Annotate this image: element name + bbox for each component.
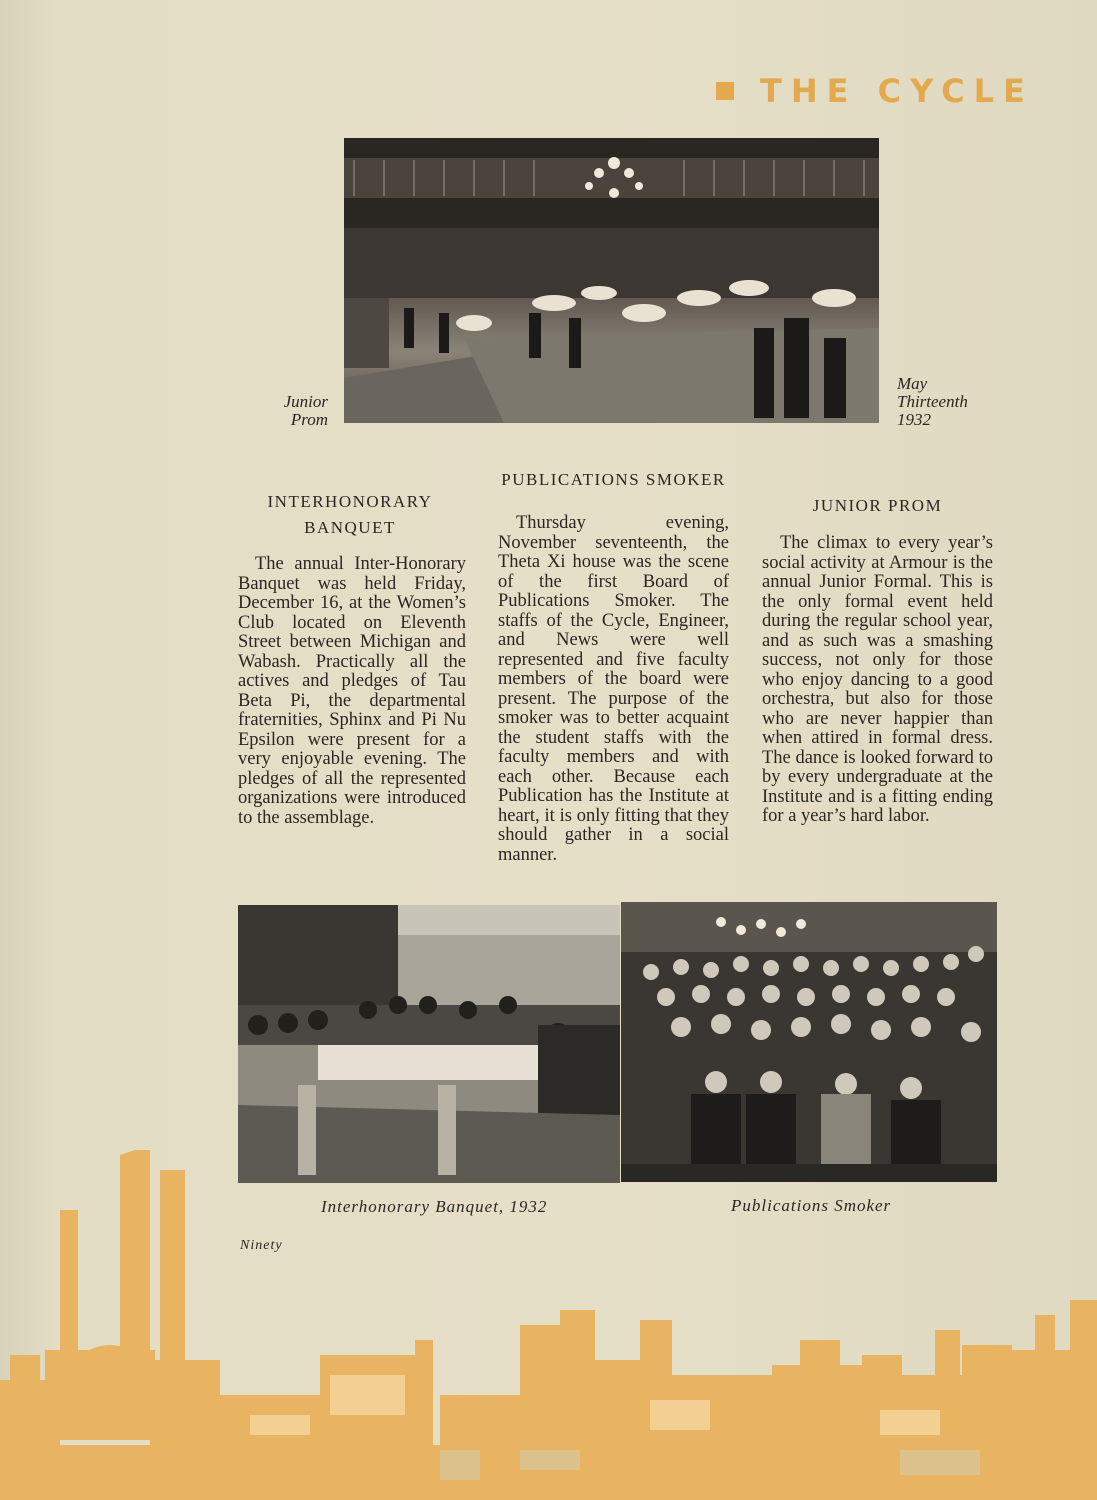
banquet-photo-illustration [238, 905, 620, 1183]
smoker-photo-illustration [621, 902, 997, 1182]
junior-prom-photo-illustration [344, 138, 879, 423]
header-square-ornament [716, 82, 734, 100]
city-skyline-illustration [0, 1150, 1097, 1500]
page-header [716, 74, 1034, 108]
interhonorary-banquet-text: The annual Inter-Honorary Banquet was held Friday, December 16, at the Women’s Club located on Eleventh Street between Michigan and Wabash. Practically all the actives and pledges of Tau Beta Pi, the departmental fraternities, Sphinx and Pi Nu Epsilon were present for a very enjoyable evening. The pledges of all the represented organizations were introduced to the assemblage. [238, 554, 466, 828]
smoker-photo-caption: Publications Smoker [731, 1196, 892, 1215]
interhonorary-banquet-heading: INTERHONORARY BANQUET [267, 492, 433, 537]
publications-smoker-text: Thursday evening, November seventeenth, the Theta Xi house was the scene of the first Board of Publications Smoker. The staffs of the Cycle, Engineer, and News were well represented and five faculty members of the board were present. The purpose of the smoker was to better acquaint the student staffs with the faculty members and with each other. Because each Publication has the Institute at heart, it is only fitting that they should gather in a social manner. [498, 513, 729, 865]
publications-smoker-photo [621, 902, 997, 1182]
junior-prom-photo [344, 138, 879, 423]
interhonorary-banquet-photo [238, 905, 620, 1183]
page-number: Ninety [240, 1238, 283, 1253]
publications-smoker-heading: PUBLICATIONS SMOKER [501, 470, 726, 489]
junior-prom-caption: Junior Prom [283, 392, 328, 429]
junior-prom-heading: JUNIOR PROM [812, 496, 943, 515]
prom-date-caption: May Thirteenth 1932 [897, 374, 968, 429]
header-title: THE CYCLE [760, 72, 1034, 110]
junior-prom-text: The climax to every year’s social activity at Armour is the annual Junior Formal. This is the only formal event held during the regular school year, and as such was a smashing success, not only for those who enjoy dancing to a good orchestra, but also for those who are never happier than when attired in formal dress. The dance is looked forward to by every undergraduate at the Institute and is a fitting ending for a year’s hard labor. [762, 533, 993, 826]
banquet-photo-caption: Interhonorary Banquet, 1932 [321, 1197, 548, 1216]
